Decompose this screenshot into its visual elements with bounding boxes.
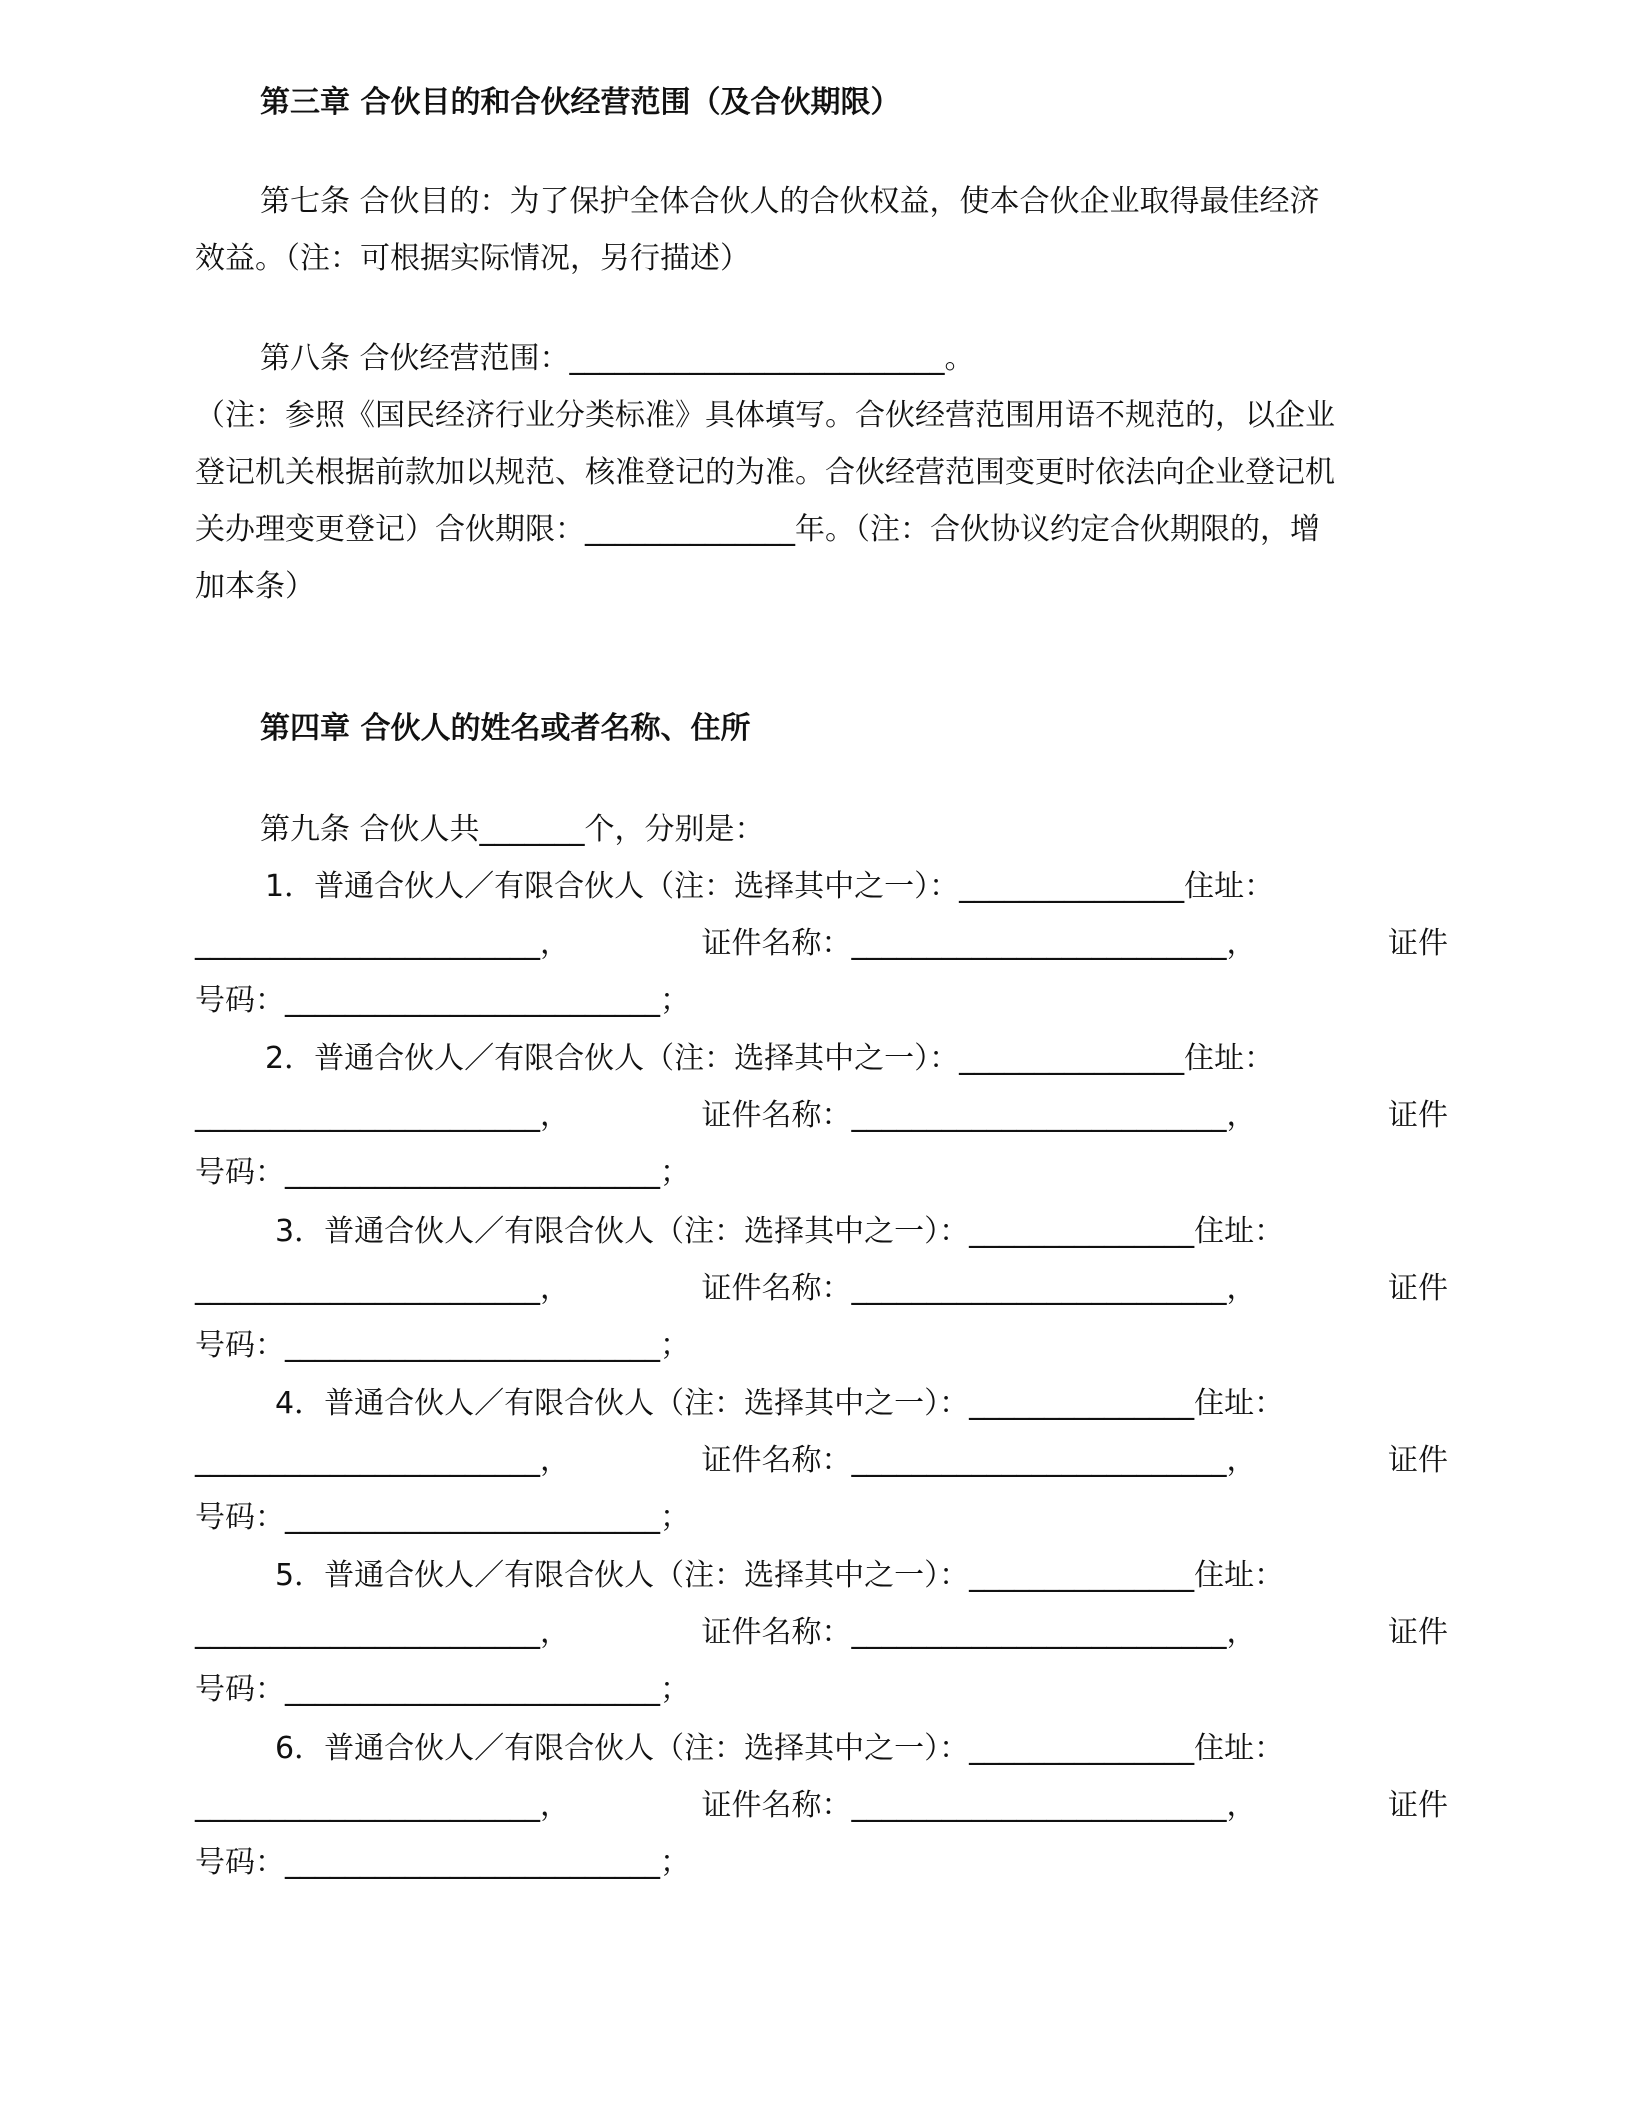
- partner-4-head: 4．普通合伙人／有限合伙人（注：选择其中之一）：_______________住址：: [275, 1386, 1285, 1421]
- partner-5-row: [195, 1604, 1448, 1661]
- partner-address-blank: _______________________，: [195, 926, 570, 961]
- partner-3-head: 3．普通合伙人／有限合伙人（注：选择其中之一）：_______________住址：: [275, 1214, 1285, 1249]
- partner-id-tail: 证件: [1388, 1788, 1448, 1823]
- partner-id-name: 证件名称：_________________________，: [701, 1271, 1257, 1306]
- article9-intro: 第九条 合伙人共_______个，分别是：: [260, 812, 765, 847]
- partner-id-name: 证件名称：_________________________，: [701, 1443, 1257, 1478]
- partner-5-id-number: 号码：_________________________；: [195, 1672, 690, 1707]
- partner-id-tail: 证件: [1388, 1615, 1448, 1650]
- partner-id-name: 证件名称：_________________________，: [701, 1788, 1257, 1823]
- partner-2-head: 2．普通合伙人／有限合伙人（注：选择其中之一）：_______________住址：: [265, 1041, 1275, 1076]
- article7-label: 第七条: [260, 184, 350, 219]
- partner-1-row: [195, 915, 1448, 972]
- partner-id-name: 证件名称：_________________________，: [701, 1098, 1257, 1133]
- article7-text: 合伙目的：为了保护全体合伙人的合伙权益，使本合伙企业取得最佳经济: [350, 184, 1320, 219]
- partner-address-blank: _______________________，: [195, 1098, 570, 1133]
- partner-id-name: 证件名称：_________________________，: [701, 926, 1257, 961]
- partner-3-id-number: 号码：_________________________；: [195, 1328, 690, 1363]
- partner-2-row: [195, 1087, 1448, 1144]
- partner-4-row: [195, 1432, 1448, 1489]
- partner-1-head: 1．普通合伙人／有限合伙人（注：选择其中之一）：_______________住址：: [265, 869, 1275, 904]
- partner-1-id-number: 号码：_________________________；: [195, 983, 690, 1018]
- partner-address-blank: _______________________，: [195, 1443, 570, 1478]
- article7-line1: [260, 173, 1448, 230]
- article8-line2: （注：参照《国民经济行业分类标准》具体填写。合伙经营范围用语不规范的，以企业: [195, 398, 1335, 433]
- partner-2-id-number: 号码：_________________________；: [195, 1155, 690, 1190]
- partner-6-row: [195, 1777, 1448, 1834]
- partner-id-name: 证件名称：_________________________，: [701, 1615, 1257, 1650]
- article8-text: 合伙经营范围：_________________________。: [350, 341, 975, 376]
- partner-id-tail: 证件: [1388, 1443, 1448, 1478]
- article8-line5: 加本条）: [195, 569, 315, 604]
- partner-address-blank: _______________________，: [195, 1615, 570, 1650]
- partner-address-blank: _______________________，: [195, 1271, 570, 1306]
- partner-4-id-number: 号码：_________________________；: [195, 1500, 690, 1535]
- article8-line1: [260, 330, 1448, 387]
- article8-line3: 登记机关根据前款加以规范、核准登记的为准。合伙经营范围变更时依法向企业登记机: [195, 455, 1335, 490]
- article7-line2: 效益。（注：可根据实际情况，另行描述）: [195, 241, 750, 276]
- partner-id-tail: 证件: [1388, 1098, 1448, 1133]
- partner-3-row: [195, 1260, 1448, 1317]
- chapter3-heading: 第三章 合伙目的和合伙经营范围（及合伙期限）: [260, 85, 901, 120]
- partner-6-head: 6．普通合伙人／有限合伙人（注：选择其中之一）：_______________住址：: [275, 1731, 1285, 1766]
- partner-id-tail: 证件: [1388, 1271, 1448, 1306]
- article8-label: 第八条: [260, 341, 350, 376]
- chapter4-heading: 第四章 合伙人的姓名或者名称、住所: [260, 711, 751, 746]
- article8-line4: 关办理变更登记）合伙期限：______________年。（注：合伙协议约定合伙期限的，增: [195, 512, 1320, 547]
- partner-id-tail: 证件: [1388, 926, 1448, 961]
- partner-address-blank: _______________________，: [195, 1788, 570, 1823]
- partner-5-head: 5．普通合伙人／有限合伙人（注：选择其中之一）：_______________住址：: [275, 1558, 1285, 1593]
- partner-6-id-number: 号码：_________________________；: [195, 1845, 690, 1880]
